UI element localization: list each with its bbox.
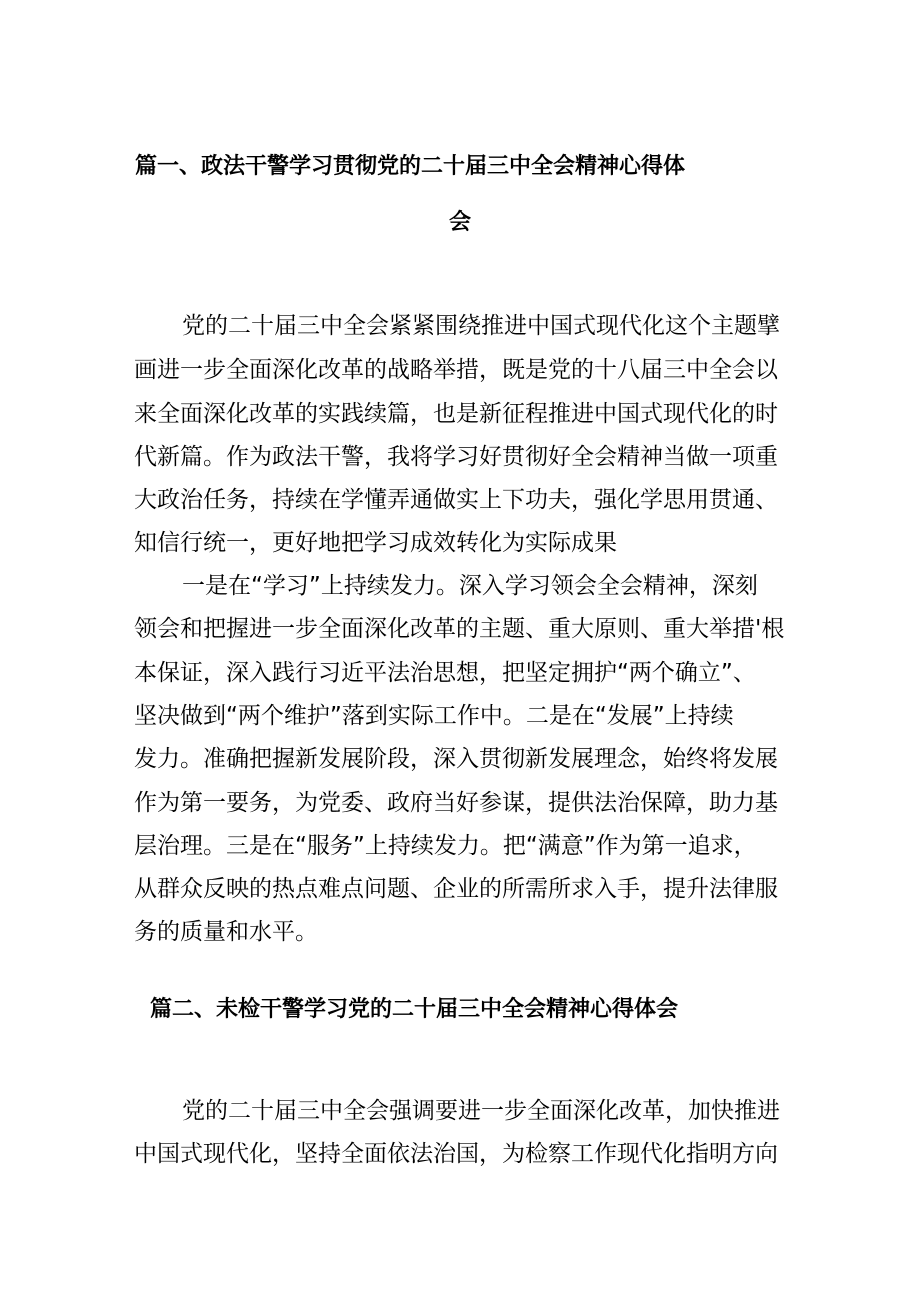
body-line: 党的二十届三中全会强调要进一步全面深化改革，加快推进 (182, 1098, 780, 1124)
body-line: 来全面深化改革的实践续篇，也是新征程推进中国式现代化的时 (134, 401, 778, 427)
section2-title: 篇二、未检干警学习党的二十届三中全会精神心得体会 (150, 997, 679, 1022)
section1-title-line1: 篇一、政法干警学习贯彻党的二十届三中全会精神心得体 (135, 154, 686, 179)
body-line: 层治理。三是在“服务”上持续发力。把“满意”作为第一追求， (134, 833, 757, 859)
section1-title-line2: 会 (449, 210, 472, 235)
body-line: 从群众反映的热点难点问题、企业的所需所求入手，提升法律服 (134, 876, 778, 902)
body-line: 发力。准确把握新发展阶段，深入贯彻新发展理念，始终将发展 (134, 746, 778, 772)
body-line: 中国式现代化，坚持全面依法治国，为检察工作现代化指明方向 (134, 1141, 778, 1167)
body-line: 领会和把握进一步全面深化改革的主题、重大原则、重大举措'根 (134, 616, 785, 642)
body-line: 作为第一要务，为党委、政府当好参谋，提供法治保障，助力基 (134, 790, 778, 816)
body-line: 代新篇。作为政法干警，我将学习好贯彻好全会精神当做一项重 (134, 444, 778, 470)
body-line: 党的二十届三中全会紧紧围绕推进中国式现代化这个主题擘 (182, 313, 780, 339)
body-line: 一是在“学习”上持续发力。深入学习领会全会精神，深刻 (182, 573, 758, 599)
body-line: 大政治任务，持续在学懂弄通做实上下功夫，强化学思用贯通、 (134, 487, 778, 513)
body-line: 务的质量和水平。 (134, 919, 318, 945)
body-line: 本保证，深入践行习近平法治思想，把坚定拥护“两个确立”、 (134, 660, 756, 686)
body-line: 画进一步全面深化改革的战略举措，既是党的十八届三中全会以 (134, 357, 778, 383)
body-line: 坚决做到“两个维护”落到实际工作中。二是在“发展”上持续 (134, 703, 734, 729)
body-line: 知信行统一，更好地把学习成效转化为实际成果 (134, 530, 617, 556)
